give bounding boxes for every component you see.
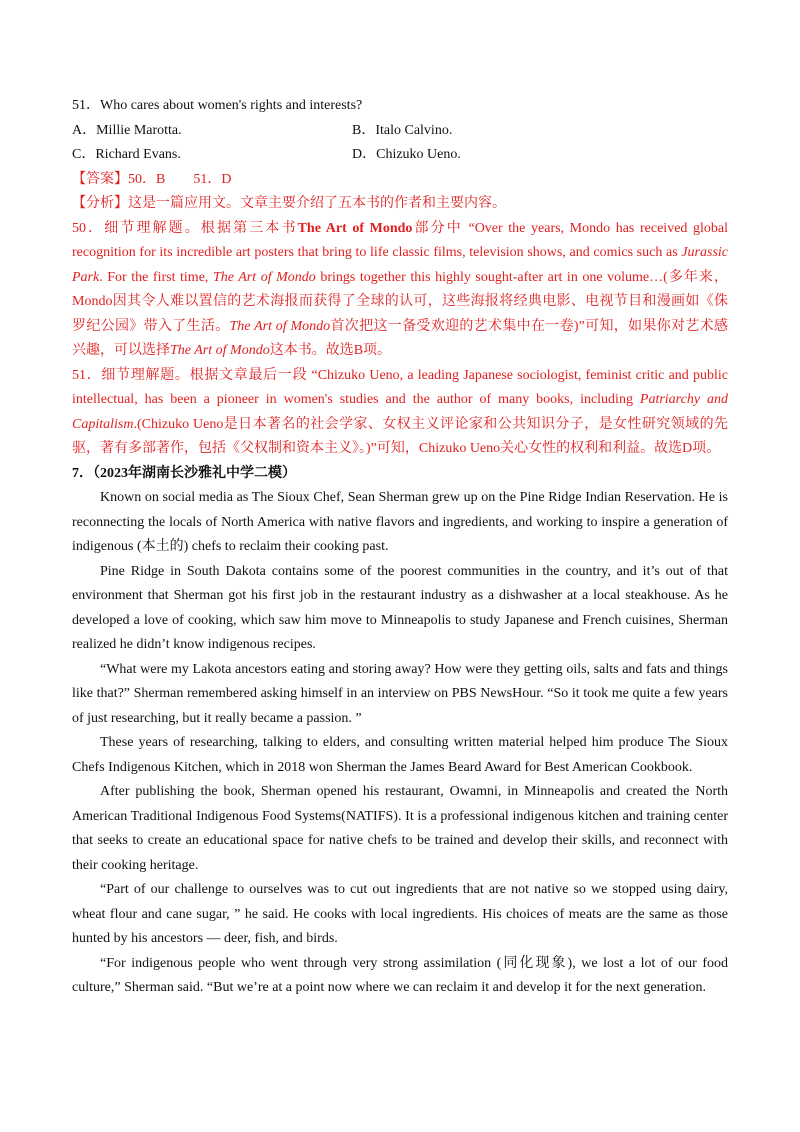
explanation-50: [72, 217, 728, 364]
options-row-1: [72, 119, 728, 144]
options-row-2: [72, 143, 728, 168]
passage-paragraph: “For indigenous people who went through very strong assimilation (同化现象), we lost a lot of our food culture,” Sherman said. “But we’re at a point now where we can reclaim it and develop it for the next generation.: [72, 955, 728, 995]
question-stem: 51．Who cares about women's rights and interests?: [72, 98, 363, 113]
answer-line: [72, 168, 728, 193]
book-title-italic: The Art of Mondo: [212, 269, 316, 285]
film-title: Jurassic Park: [72, 245, 728, 285]
explanation-51: [72, 364, 728, 462]
explanation-50-translation: brings together this highly sought-after art in one volume…(多年来，Mondo因其令人难以置信的艺术海报而获得了全球的认可，这些海报将经典电影、电视节目和漫画如《侏罗纪公园》带入了生活。: [72, 269, 728, 334]
explanation-50-intro: 50．细节理解题。根据第三本书: [72, 220, 298, 236]
analysis-text: 这是一篇应用文。文章主要介绍了五本书的作者和主要内容。: [128, 196, 506, 211]
book-title-italic: The Art of Mondo: [229, 318, 331, 334]
option-c: C．Richard Evans.: [72, 147, 181, 162]
option-b: B．Italo Calvino.: [352, 122, 453, 138]
page-content: [72, 94, 728, 1001]
explanation-50-answer: 这本书。故选B项。: [269, 343, 392, 358]
explanation-50-conclusion: 首次把这一备受欢迎的艺术集中在一卷)”可知，如果你对艺术感兴趣，可以选择: [72, 318, 728, 358]
explanation-50-text: . For the first time,: [99, 269, 213, 285]
option-a: A．Millie Marotta.: [72, 122, 182, 138]
option-d: D．Chizuko Ueno.: [352, 147, 461, 162]
passage-paragraph: These years of researching, talking to elders, and consulting written material helped him produce The Sioux Chefs Indigenous Kitchen, which in 2018 won Sherman the James Beard Award for Best American Cookbook.: [72, 735, 728, 775]
explanation-51-quote: 51．细节理解题。根据文章最后一段 “Chizuko Ueno, a leading Japanese sociologist, feminist critic and public intellectual, has been a pioneer in women's studies and the author of many books, including: [72, 367, 728, 407]
answer-text: 50．B 51．D: [128, 171, 232, 187]
passage-paragraph: “What were my Lakota ancestors eating and storing away? How were they getting oils, salts and fats and things like that?” Sherman remembered asking himself in an interview on PBS NewsHour. “So it took me quite a few years of just researching, but it really became a passion. ”: [72, 661, 728, 726]
book-title-italic: Patriarchy and Capitalism: [72, 392, 728, 432]
book-title-italic: The Art of Mondo: [170, 343, 270, 358]
passage-paragraph: After publishing the book, Sherman opened his restaurant, Owamni, in Minneapolis and created the North American Traditional Indigenous Food Systems(NATIFS). It is a professional indigenous kitchen and training center that seeks to create an educational space for native chefs to be trained and develop their skills, and reconnect with their cooking heritage.: [72, 784, 728, 873]
passage-paragraph: “Part of our challenge to ourselves was to cut out ingredients that are not native so we stopped using dairy, wheat flour and cane sugar, ” he said. He cooks with local ingredients. His choices of meats are the same as those hunted by his ancestors — deer, fish, and birds.: [72, 882, 728, 946]
passage-paragraph: Pine Ridge in South Dakota contains some of the poorest communities in the country, and it’s out of that environment that Sherman got his first job in the restaurant industry as a dishwasher at a local steakhouse. As he developed a love of cooking, which saw him move to Minneapolis to study Japanese and French cuisines, Sherman realized he didn’t know indigenous recipes.: [72, 563, 728, 652]
section-heading: 7．（2023年湖南长沙雅礼中学二模）: [72, 465, 296, 481]
explanation-50-quote: 部分中 “Over the years, Mondo has received global recognition for its incredible art posters that bring to life classic films, television shows, and comics such as: [72, 220, 729, 260]
analysis-label: 【分析】: [72, 196, 128, 211]
analysis-line: [72, 192, 728, 217]
answer-label: 【答案】: [72, 171, 128, 187]
passage-paragraph: Known on social media as The Sioux Chef, Sean Sherman grew up on the Pine Ridge Indian Reservation. He is reconnecting the locals of North America with native flavors and ingredients, and working to inspire a generation of indigenous (本土的) chefs to reclaim their cooking past.: [72, 490, 728, 554]
explanation-51-translation: .(Chizuko Ueno是日本著名的社会学家、女权主义评论家和公共知识分子，是女性研究领域的先驱，著有多部著作，包括《父权制和资本主义》。)”可知，Chizuko Ueno关心女性的权利和利益。故选D项。: [72, 416, 728, 456]
book-title: The Art of Mondo: [297, 220, 413, 236]
